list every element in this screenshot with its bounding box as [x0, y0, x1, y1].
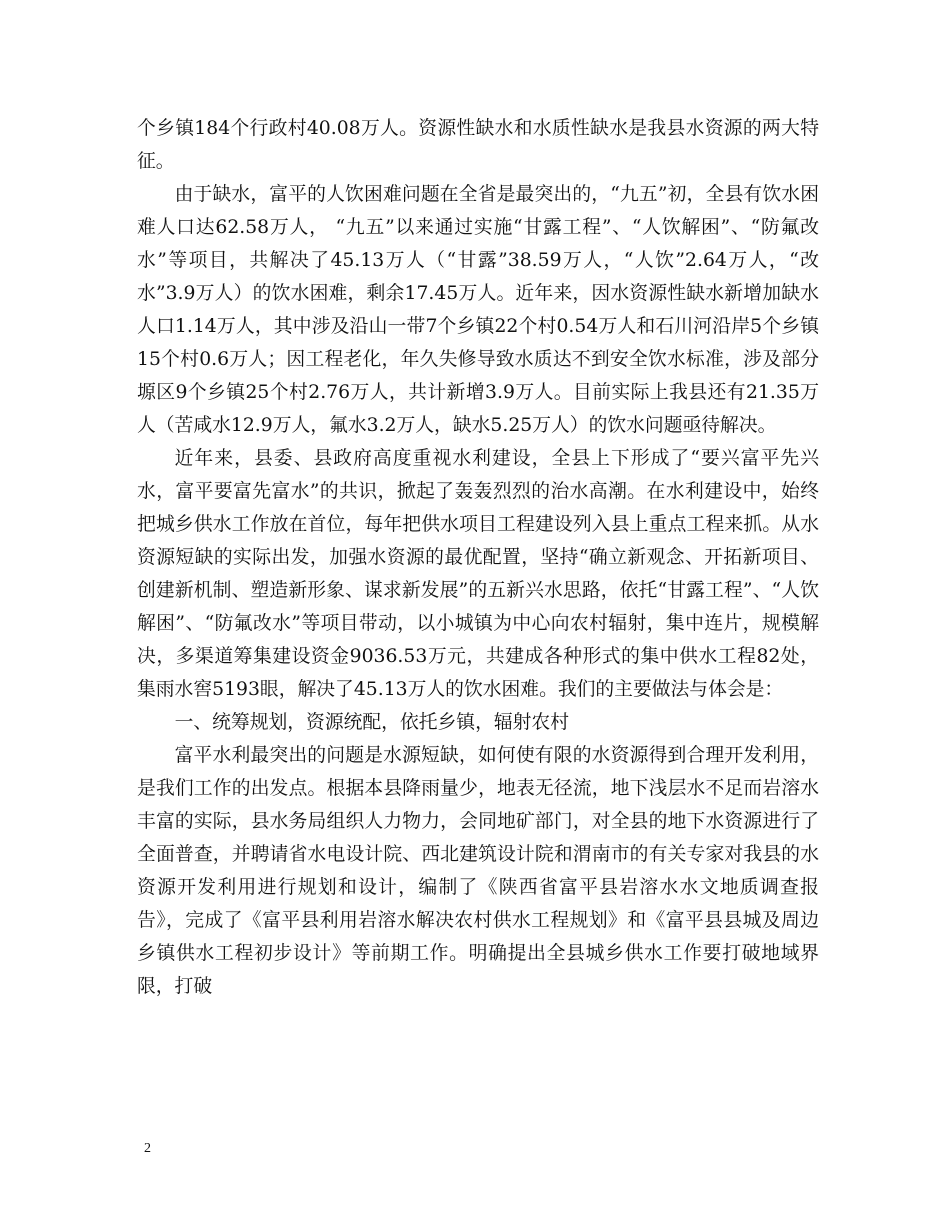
- section-heading-planning: 一、统筹规划，资源统配，依托乡镇，辐射农村: [174, 712, 569, 733]
- paragraph-water-construction: 近年来，县委、县政府高度重视水利建设，全县上下形成了“要兴富平先兴水，富平要富先富水”的共识，掀起了轰轰烈烈的治水高潮。在水利建设中，始终把城乡供水工作放在首位，每年把供水项目工程建设列入县上重点工程来抓。从水资源短缺的实际出发，加强水资源的最优配置，坚持“确立新观念、开拓新项目、创建新机制、塑造新形象、谋求新发展”的五新兴水思路，依托“甘露工程”、“人饮解困”、“防氟改水”等项目带动，以小城镇为中心向农村辐射，集中连片，规模解决，多渠道筹集建设资金9036.53万元，共建成各种形式的集中供水工程82处，集雨水窖5193眼，解决了45.13万人的饮水困难。我们的主要做法与体会是：: [137, 448, 819, 700]
- paragraph-water-shortage: 由于缺水，富平的人饮困难问题在全省是最突出的，“九五”初，全县有饮水困难人口达62.58万人， “九五”以来通过实施“甘露工程”、“人饮解困”、“防氟改水”等项目，共解决了45.13万人（“甘露”38.59万人，“人饮”2.64万人，“改水”3.9万人）的饮水困难，剩余17.45万人。近年来，因水资源性缺水新增加缺水人口1.14万人，其中涉及沿山一带7个乡镇22个村0.54万人和石川河沿岸5个乡镇15个村0.6万人；因工程老化，年久失修导致水质达不到安全饮水标准，涉及部分塬区9个乡镇25个村2.76万人，共计新增3.9万人。目前实际上我县还有21.35万人（苦咸水12.9万人，氟水3.2万人，缺水5.25万人）的饮水问题亟待解决。: [137, 184, 819, 436]
- paragraph-continuation: 个乡镇184个行政村40.08万人。资源性缺水和水质性缺水是我县水资源的两大特征。: [137, 118, 819, 172]
- paragraph-planning-details: 富平水利最突出的问题是水源短缺，如何使有限的水资源得到合理开发利用，是我们工作的出发点。根据本县降雨量少，地表无径流，地下浅层水不足而岩溶水丰富的实际，县水务局组织人力物力，会同地矿部门，对全县的地下水资源进行了全面普查，并聘请省水电设计院、西北建筑设计院和渭南市的有关专家对我县的水资源开发利用进行规划和设计，编制了《陕西省富平县岩溶水水文地质调查报告》，完成了《富平县利用岩溶水解决农村供水工程规划》和《富平县县城及周边乡镇供水工程初步设计》等前期工作。明确提出全县城乡供水工作要打破地域界限，打破: [137, 745, 819, 997]
- document-body: [137, 112, 819, 1003]
- page-number: 2: [144, 1141, 151, 1156]
